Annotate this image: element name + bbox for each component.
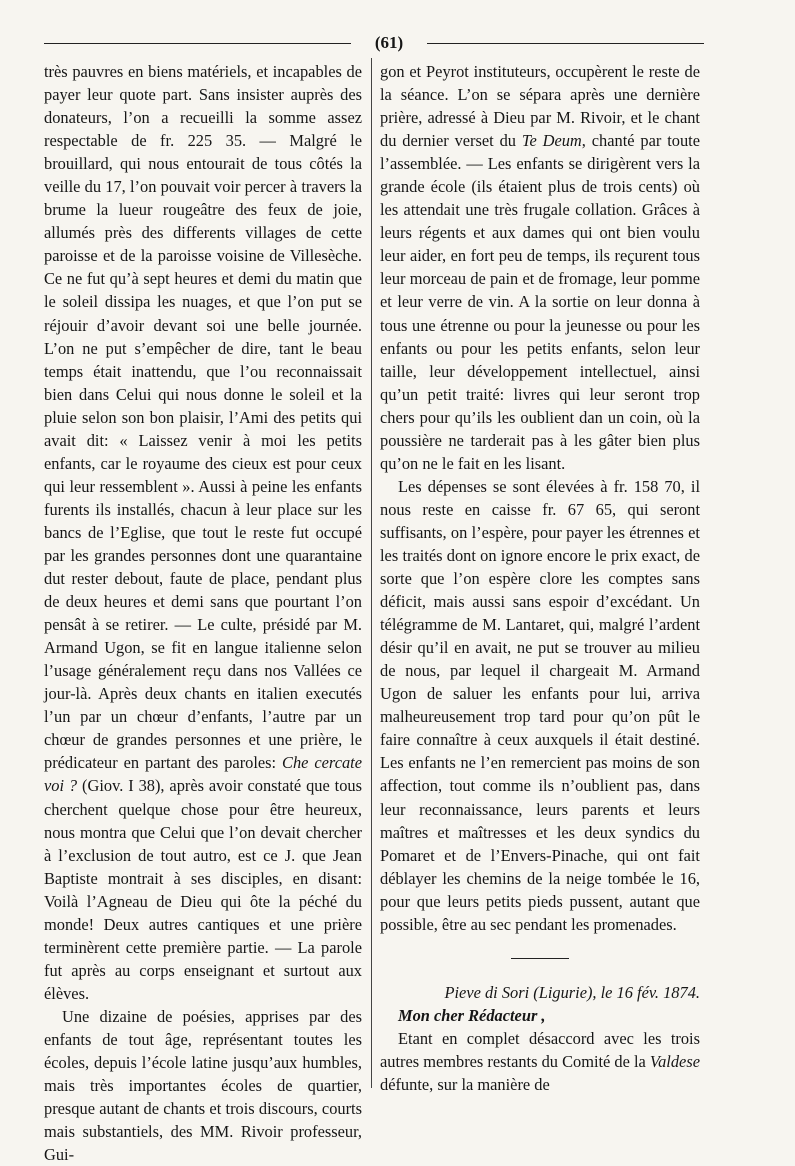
- letter-dateline: Pieve di Sori (Ligurie), le 16 fév. 1874.: [444, 982, 700, 1002]
- paragraph-text: Etant en complet désaccord avec les trois autres membres restants du Comité de la: [380, 1028, 700, 1071]
- section-separator: [511, 958, 569, 959]
- right-column: [380, 60, 700, 1096]
- page-header: [44, 32, 704, 54]
- letter-salutation: Mon cher Rédacteur ,: [398, 1005, 546, 1025]
- paragraph-text: , chanté par toute l’assemblée. — Les enfants se dirigèrent vers la grande école (ils étaient plus de trois cents) où les attendait une très frugale collation. Grâces à leurs régents et aux dames qui ont bien voulu leur aider, en fort peu de temps, ils reçurent tous leur morceau de pain et de fromage, leur pomme et leur verre de vin. A la sortie on leur donna à tous une étrenne ou pour la jeunesse ou pour les enfants ou pour les petits enfants, selon leur taille, leur développement intellectuel, ainsi qu’un petit traité: livres qui leur seront trop chers pour qu’ils les oublient dan un coin, où la poussière ne tarderait pas à les gâter bien plus qu’on ne le fait en les lisant.: [380, 131, 700, 473]
- left-column: [44, 60, 362, 1166]
- article-paragraph: [380, 60, 700, 475]
- column-divider: [371, 58, 372, 1088]
- header-rule-left: [44, 43, 351, 44]
- article-paragraph: Les dépenses se sont élevées à fr. 158 70, il nous reste en caisse fr. 67 65, qui seront suffisants, on l’espère, pour payer les étrennes et les traités dont on ignore encore le prix exact, de sorte que l’on espère clore les comptes sans déficit, mais aussi sans espoir d’excédant. Un télégramme de M. Lantaret, qui, malgré l’ardent désir qu’il en avait, ne put se trouver au milieu de nous, par lequel il chargeait M. Armand Ugon de saluer les enfants pour lui, arriva malheureusement trop tard pour qu’on pût le faire connaître à ceux auxquels il était destiné. Les enfants ne l’en remercient pas moins de son affection, tout comme ils n’oublient pas, dans leur reconnaissance, leurs parents et leurs maîtres et maîtresses et les deux syndics du Pomaret et de l’Envers-Pinache, qui ont fait déblayer les chemins de la neige tombée le 16, pour que leurs petits pieds pussent, autant que possible, être au sec pendant les promenades.: [380, 476, 700, 934]
- article-paragraph: [44, 60, 362, 1005]
- paragraph-text: (Giov. I 38), après avoir constaté que tous cherchent quelque chose pour être heureux, nous montra que Celui que l’on devait chercher à l’exclusion de tout autro, est ce J. que Jean Baptiste montrait à ses disciples, en disant: Voilà l’Agneau de Dieu qui ôte la péché du monde! Deux autres cantiques et une prière terminèrent cette première partie. — La parole fut après au corps enseignant et surtout aux élèves.: [44, 776, 362, 1003]
- hymn-title: Te Deum: [521, 131, 582, 151]
- quoted-words: Che cercate voi ?: [44, 753, 362, 796]
- letter-paragraph: [380, 1027, 700, 1096]
- paragraph-text: gon et Peyrot instituteurs, occupèrent le reste de la séance. L’on se sépara après une dernière prière, adressé à Dieu par M. Rivoir, et le chant du dernier verset du: [380, 62, 700, 151]
- paragraph-text: très pauvres en biens matériels, et incapables de payer leur quote part. Sans insister auprès des donateurs, l’on a recueilli la somme assez respectable de fr. 225 35. — Malgré le brouillard, qui nous entourait de tous côtés la veille du 17, l’on pouvait voir percer à travers la brume la lueur rougeâtre des feux de joie, allumés près des differents villages de cette paroisse et de la paroisse voisine de Villesèche. Ce ne fut qu’à sept heures et demi du matin que le soleil dissipa les nuages, et que l’on put se réjouir d’avoir devant soi une belle journée. L’on ne put s’empêcher de dire, tant le beau temps était inattendu, que l’ou reconnaissait bien dans Celui qui nous donne le soleil et la pluie selon son bon plaisir, l’Ami des petits qui avait dit: « Laissez venir à moi les petits enfants, car le royaume des cieux est pour ceux qui leur ressemblent ». Aussi à peine les enfants furents ils installés, chacun à leur place sur les bancs de l’Eglise, que tout le reste fut occupé par les grandes personnes dont une quarantaine dut rester debout, faute de place, pendant plus de deux heures et demi sans que pourtant l’on pensât à se retirer. — Le culte, présidé par M. Armand Ugon, se fit en langue italienne selon l’usage généralement reçu dans nos Vallées ce jour-là. Après deux chants en italien executés l’un par un chœur d’enfants, l’autre par un chœur de grandes personnes et une prière, le prédicateur en partant des paroles:: [44, 62, 362, 773]
- newspaper-name: Valdese: [649, 1051, 700, 1071]
- paragraph-text: défunte, sur la manière de: [380, 1074, 550, 1094]
- article-paragraph: Une dizaine de poésies, apprises par des enfants de tout âge, représentant toutes les écoles, depuis l’école latine jusqu’aux humbles, mais très importantes écoles de quartier, presque autant de chants et trois discours, courts mais substantiels, des MM. Rivoir professeur, Gui-: [44, 1006, 362, 1165]
- page-number: (61): [374, 33, 404, 52]
- header-rule-right: [427, 43, 704, 44]
